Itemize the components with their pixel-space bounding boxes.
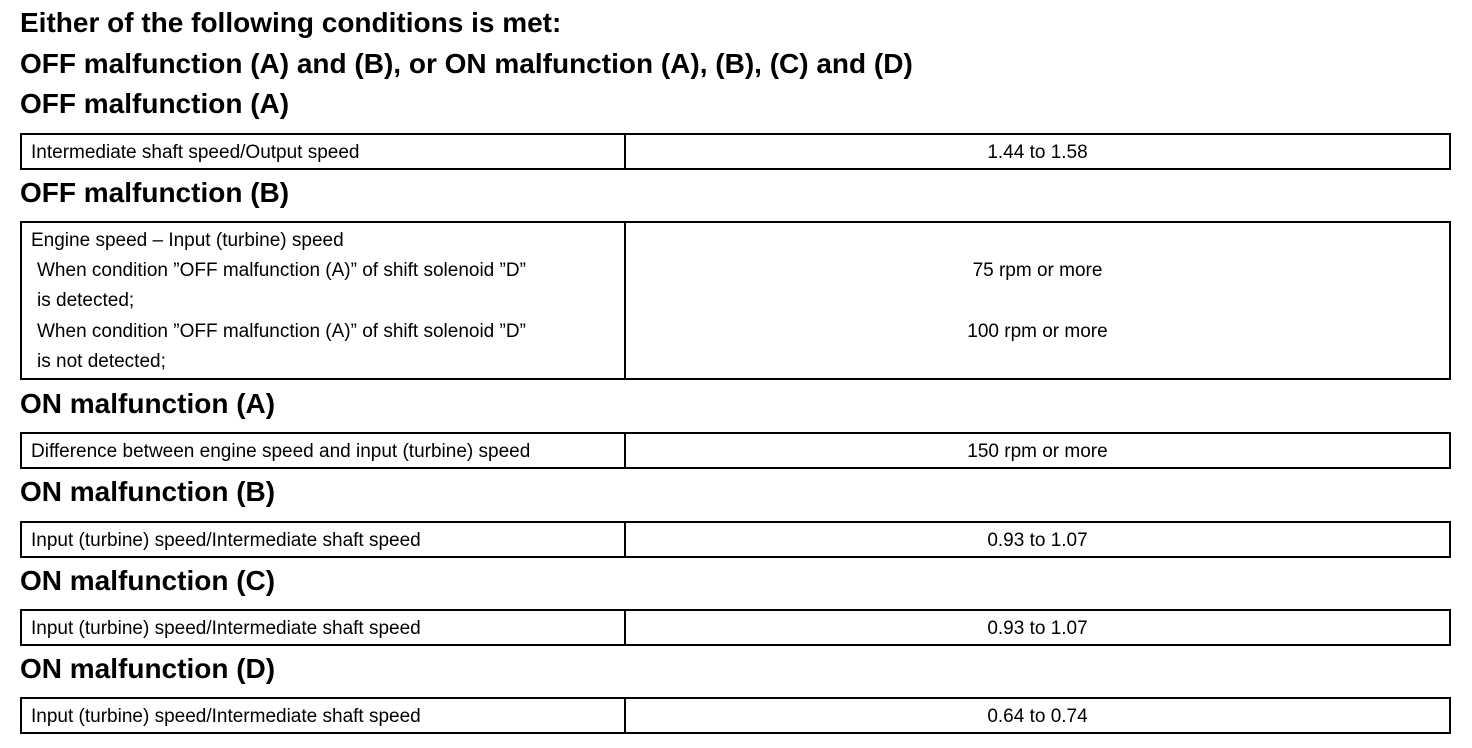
table-on-c-label: Input (turbine) speed/Intermediate shaft speed — [31, 618, 421, 639]
table-off-b-label: Engine speed – Input (turbine) speed — [31, 230, 344, 251]
intro-heading-line2: OFF malfunction (A) and (B), or ON malfunction (A), (B), (C) and (D) — [20, 48, 913, 79]
table-on-c-label-cell — [22, 611, 626, 644]
table-on-c-value-cell — [626, 611, 1449, 644]
table-on-a-value: 150 rpm or more — [967, 441, 1108, 462]
table-on-d — [20, 697, 1451, 734]
table-off-a-label-cell — [22, 135, 626, 168]
table-on-b-label-cell — [22, 523, 626, 556]
table-on-d-value-cell — [626, 699, 1449, 732]
table-off-b-label-cell — [22, 223, 626, 378]
intro-heading-line1: Either of the following conditions is met: — [20, 7, 562, 38]
section-title-on-b: ON malfunction (B) — [20, 476, 276, 507]
table-off-a-label: Intermediate shaft speed/Output speed — [31, 142, 360, 163]
table-on-b — [20, 521, 1451, 558]
table-on-c — [20, 609, 1451, 646]
table-off-a-value: 1.44 to 1.58 — [987, 142, 1088, 163]
table-on-a-value-cell — [626, 434, 1449, 467]
table-on-b-value-cell — [626, 523, 1449, 556]
table-on-a-label-cell — [22, 434, 626, 467]
table-off-b-cond1-line2: is detected; — [37, 290, 135, 311]
section-title-off-a: OFF malfunction (A) — [20, 88, 290, 119]
section-title-on-d: ON malfunction (D) — [20, 653, 276, 684]
section-title-on-c: ON malfunction (C) — [20, 565, 276, 596]
table-off-b-cond2-line2: is not detected; — [37, 351, 166, 372]
table-off-a — [20, 133, 1451, 170]
table-on-b-label: Input (turbine) speed/Intermediate shaft speed — [31, 530, 421, 551]
table-off-b-cond2-line1: When condition ”OFF malfunction (A)” of shift solenoid ”D” — [37, 321, 526, 342]
table-on-a — [20, 432, 1451, 469]
table-off-b — [20, 221, 1451, 380]
table-off-b-cond2-value: 100 rpm or more — [967, 321, 1108, 342]
table-on-c-value: 0.93 to 1.07 — [987, 618, 1088, 639]
table-on-d-label: Input (turbine) speed/Intermediate shaft speed — [31, 706, 421, 727]
section-title-off-b: OFF malfunction (B) — [20, 177, 290, 208]
section-title-on-a: ON malfunction (A) — [20, 388, 276, 419]
table-on-b-value: 0.93 to 1.07 — [987, 530, 1088, 551]
table-on-a-label: Difference between engine speed and input (turbine) speed — [31, 441, 531, 462]
table-off-b-cond1-line1: When condition ”OFF malfunction (A)” of shift solenoid ”D” — [37, 260, 526, 281]
table-off-b-cond1-value: 75 rpm or more — [972, 260, 1103, 281]
table-off-a-value-cell — [626, 135, 1449, 168]
table-on-d-label-cell — [22, 699, 626, 732]
table-off-b-value-cell — [626, 223, 1449, 378]
table-on-d-value: 0.64 to 0.74 — [987, 706, 1088, 727]
